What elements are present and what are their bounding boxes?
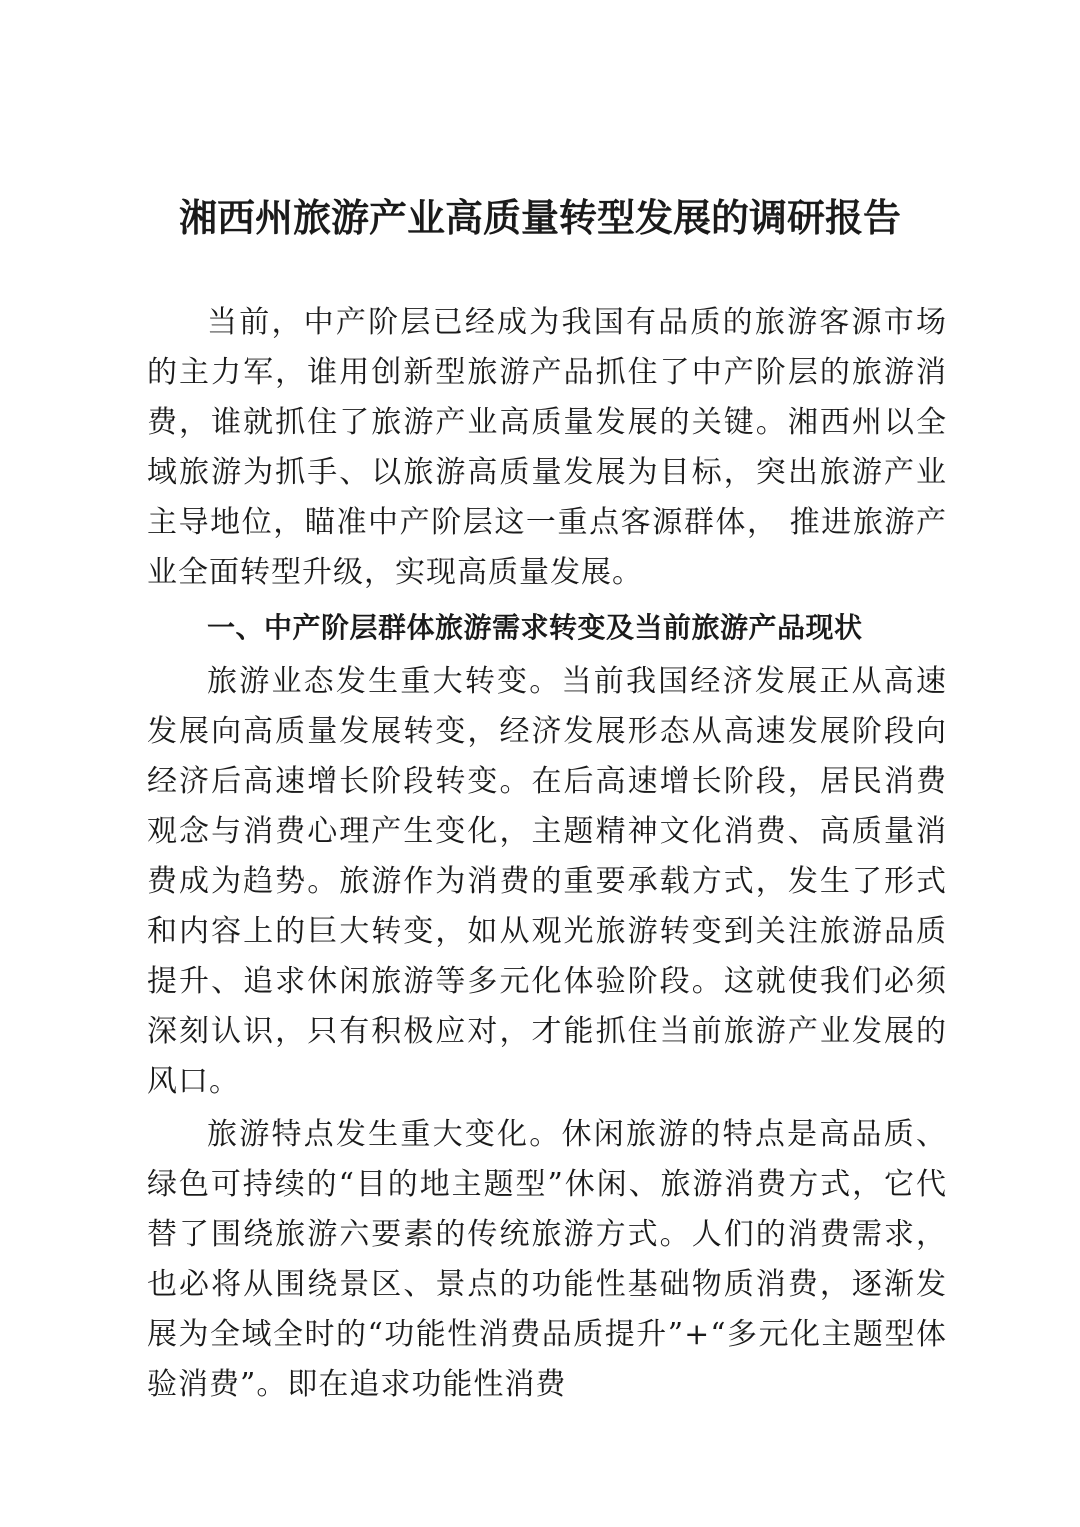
document-body (147, 298, 947, 1410)
body-paragraph: 旅游特点发生重大变化。休闲旅游的特点是高品质、绿色可持续的“目的地主题型”休闲、旅游消费方式，它代替了围绕旅游六要素的传统旅游方式。人们的消费需求，也必将从围绕景区、景点的功能性基础物质消费，逐渐发展为全域全时的“功能性消费品质提升”+“多元化主题型体验消费”。即在追求功能性消费 (147, 1117, 947, 1402)
body-paragraph: 旅游业态发生重大转变。当前我国经济发展正从高速发展向高质量发展转变，经济发展形态从高速发展阶段向经济后高速增长阶段转变。在后高速增长阶段，居民消费观念与消费心理产生变化，主题精神文化消费、高质量消费成为趋势。旅游作为消费的重要承载方式，发生了形式和内容上的巨大转变，如从观光旅游转变到关注旅游品质提升、追求休闲旅游等多元化体验阶段。这就使我们必须深刻认识，只有积极应对，才能抓住当前旅游产业发展的风口。 (147, 664, 947, 1099)
document-title: 湘西州旅游产业高质量转型发展的调研报告 (178, 196, 901, 240)
section-heading: 一、中产阶层群体旅游需求转变及当前旅游产品现状 (207, 611, 863, 644)
intro-paragraph: 当前，中产阶层已经成为我国有品质的旅游客源市场的主力军，谁用创新型旅游产品抓住了中产阶层的旅游消费，谁就抓住了旅游产业高质量发展的关键。湘西州以全域旅游为抓手、以旅游高质量发展为目标，突出旅游产业主导地位，瞄准中产阶层这一重点客源群体， 推进旅游产业全面转型升级，实现高质量发展。 (147, 305, 947, 590)
